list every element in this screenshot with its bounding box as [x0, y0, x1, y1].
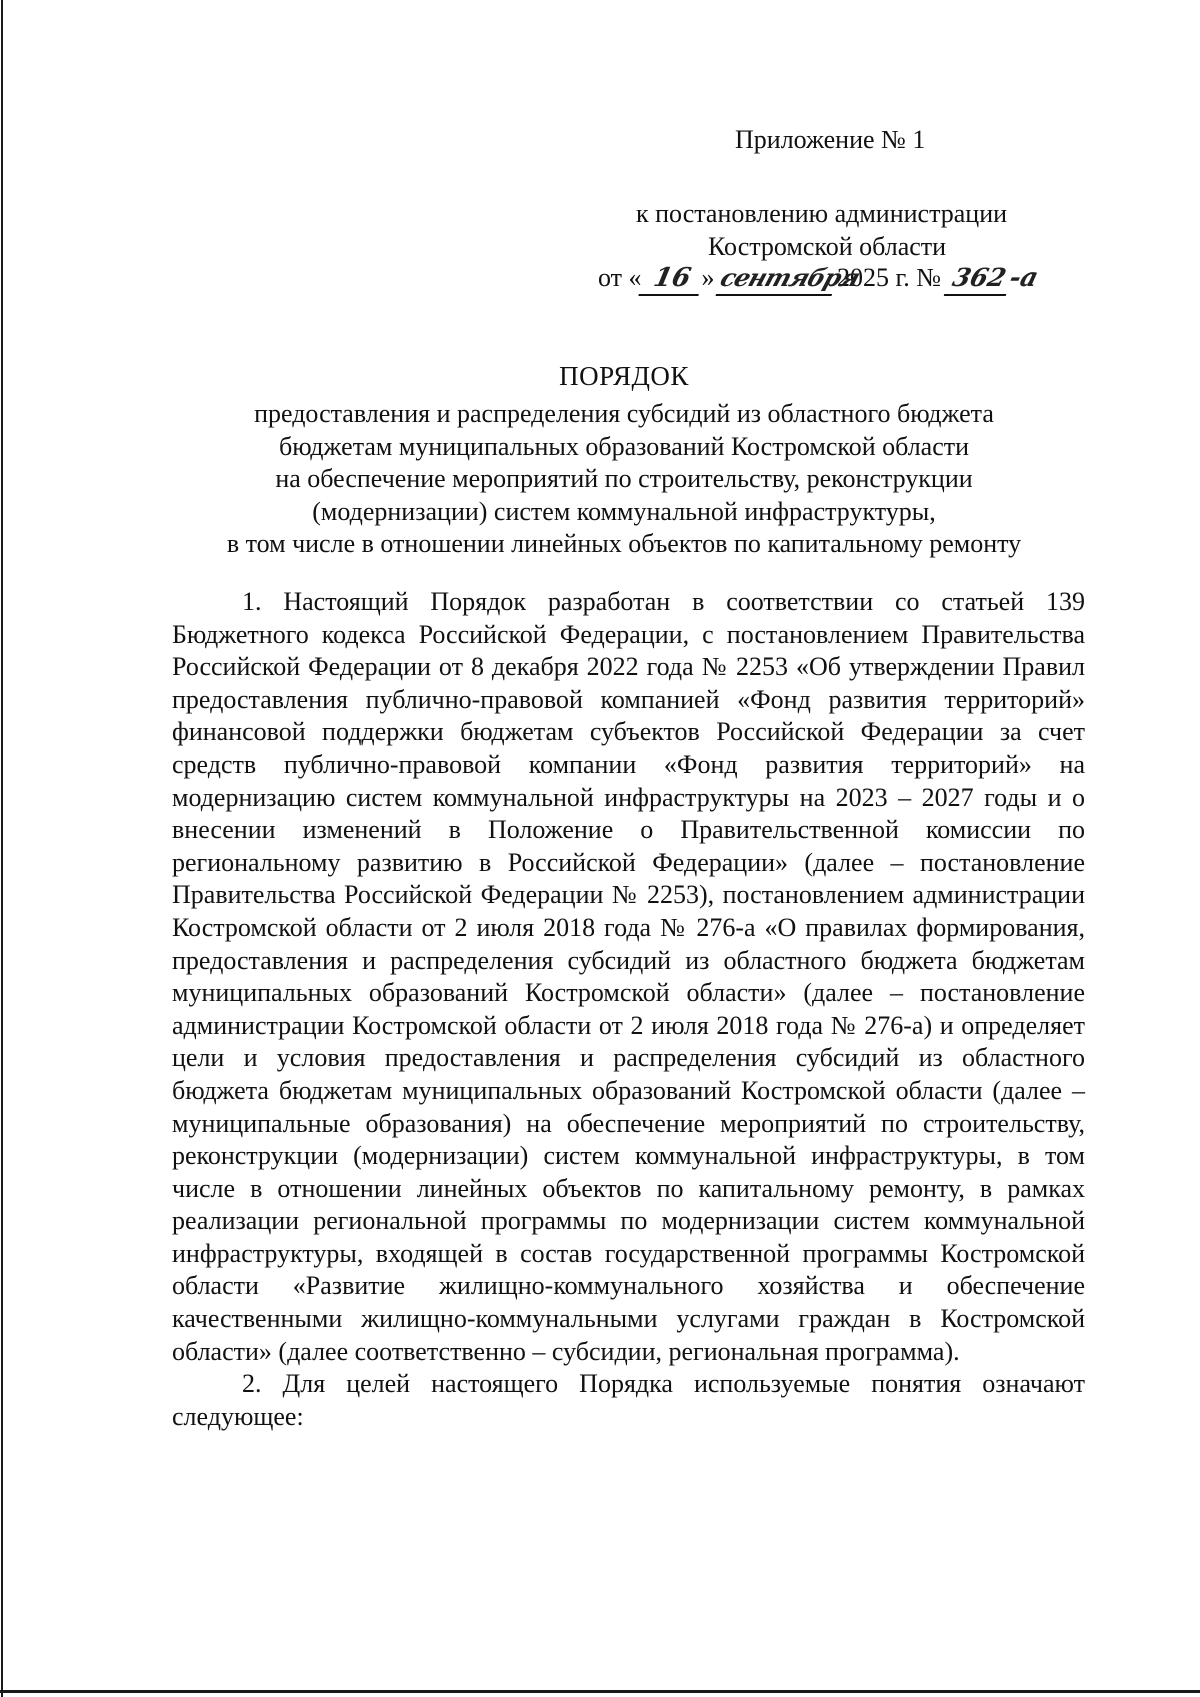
decree-reference: к постановлению администрации	[636, 199, 1008, 228]
document-subtitle	[150, 398, 1098, 561]
handwritten-number: 362	[943, 262, 1013, 296]
scan-edge-bottom	[0, 1690, 1200, 1693]
appendix-title: Приложение № 1	[735, 125, 926, 154]
paragraph-1: 1. Настоящий Порядок разработан в соответствии со статьей 139 Бюджетного кодекса Российской Федерации, с постановлением Правительства Российской Федерации от 8 декабря 2022 года № 2253 «Об утверждении Правил предоставления публично-правовой компанией «Фонд развития территорий» финансовой поддержки бюджетам субъектов Российской Федерации за счет средств публично-правовой компании «Фонд развития территорий» на модернизацию систем коммунальной инфраструктуры на 2023 – 2027 годы и о внесении изменений в Положение о Правительственной комиссии по региональному развитию в Российской Федерации» (далее – постановление Правительства Российской Федерации № 2253), постановлением администрации Костромской области от 2 июля 2018 года № 276-а «О правилах формирования, предоставления и распределения субсидий из областного бюджета бюджетам муниципальных образований Костромской области» (далее – постановление администрации Костромской области от 2 июля 2018 года № 276-а) и определяет цели и условия предоставления и распределения субсидий из областного бюджета бюджетам муниципальных образований Костромской области (далее – муниципальные образования) на обеспечение мероприятий по строительству, реконструкции (модернизации) систем коммунальной инфраструктуры, в том числе в отношении линейных объектов по капитальному ремонту, в рамках реализации региональной программы по модернизации систем коммунальной инфраструктуры, входящей в состав государственной программы Костромской области «Развитие жилищно-коммунального хозяйства и обеспечение качественными жилищно-коммунальными услугами граждан в Костромской области» (далее соответственно – субсидии, региональная программа).	[172, 587, 1085, 1366]
subtitle-line: (модернизации) систем коммунальной инфраструктуры,	[312, 496, 936, 526]
handwritten-day: 16	[638, 262, 705, 296]
paragraph-2: 2. Для целей настоящего Порядка используемые понятия означают следующее:	[172, 1369, 1085, 1431]
handwritten-month: сентября	[716, 262, 843, 296]
date-year: 2025 г. №	[837, 263, 942, 292]
scan-edge-left	[1, 0, 3, 1697]
subtitle-line: бюджетам муниципальных образований Костромской области	[278, 431, 970, 461]
date-mid: »	[701, 263, 715, 292]
decree-date-line	[598, 262, 1062, 302]
handwritten-suffix: -а	[1005, 263, 1041, 293]
subtitle-line: на обеспечение мероприятий по строительству, реконструкции	[275, 464, 973, 493]
document-body	[172, 586, 1085, 1433]
document-title: ПОРЯДОК	[559, 361, 689, 391]
decree-region: Костромской области	[708, 232, 947, 261]
subtitle-line: в том числе в отношении линейных объектов по капитальному ремонту	[226, 529, 1022, 558]
date-prefix: от «	[598, 263, 642, 292]
subtitle-line: предоставления и распределения субсидий из областного бюджета	[254, 399, 994, 428]
